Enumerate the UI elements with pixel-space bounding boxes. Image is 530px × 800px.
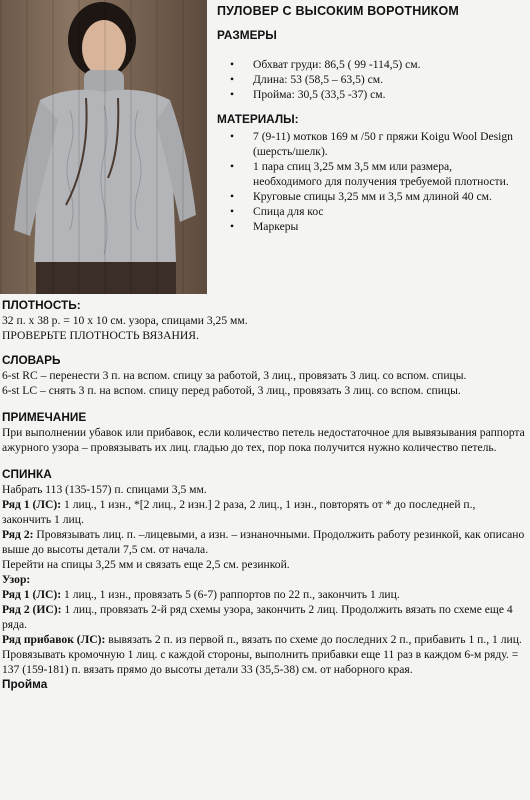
- row-text: 1 лиц., провязать 2-й ряд схемы узора, закончить 2 лиц. Продолжить вязать по схеме еще 4 ряда.: [2, 603, 513, 631]
- rib-row-2: [2, 527, 526, 557]
- right-column: [217, 28, 522, 234]
- row-text: 1 лиц., 1 изн., провязать 5 (6-7) раппортов по 22 п., закончить 1 лиц.: [61, 588, 400, 601]
- materials-list: [217, 129, 522, 234]
- list-item: • Длина: 53 (58,5 – 63,5) см.: [217, 72, 522, 87]
- row-label: Ряд прибавок (ЛС):: [2, 633, 106, 646]
- edge-instructions: Провязывать кромочную 1 лиц. с каждой стороны, выполнить прибавки еще 11 раз в каждом 6-м ряду. = 137 (159-181) п. вязать прямо до высоты детали 33 (35,5-38) см. от наборного края.: [2, 648, 519, 676]
- back-heading: СПИНКА: [2, 467, 52, 481]
- row-text: Провязывать лиц. п. –лицевыми, а изн. – изнаночными. Продолжить работу резинкой, как описано выше до высоты детали 7,5 см. от начала.: [2, 528, 525, 556]
- list-item: • Маркеры: [217, 219, 522, 234]
- gauge-line: 32 п. х 38 р. = 10 х 10 см. узора, спицами 3,25 мм.: [2, 314, 248, 327]
- sizes-list: [217, 57, 522, 102]
- gauge-line: ПРОВЕРЬТЕ ПЛОТНОСТЬ ВЯЗАНИЯ.: [2, 329, 199, 342]
- pattern-row-1: [2, 587, 526, 602]
- row-label: Ряд 2:: [2, 528, 34, 541]
- list-item: • Пройма: 30,5 (33,5 -37) см.: [217, 87, 522, 102]
- page-title: ПУЛОВЕР С ВЫСОКИМ ВОРОТНИКОМ: [217, 4, 460, 18]
- note-text: При выполнении убавок или прибавок, если количество петель недостаточное для вывязывания раппорта ажурного узора – провязывать их лиц. гладью до тех, пор пока получится нужно количество петель.: [2, 426, 525, 454]
- row-label: Ряд 1 (ЛС):: [2, 588, 62, 601]
- row-label: Ряд 2 (ИС):: [2, 603, 62, 616]
- pattern-label: Узор:: [2, 573, 31, 586]
- glossary-line: 6-st RC – перенести 3 п. на вспом. спицу за работой, 3 лиц., провязать 3 лиц. со вспом. спицы.: [2, 369, 467, 382]
- row-label: Ряд 1 (ЛС):: [2, 498, 62, 511]
- list-item: • Спица для кос: [217, 204, 522, 219]
- instructions: [2, 298, 526, 692]
- rib-row-1: [2, 497, 526, 527]
- armhole-heading: Пройма: [2, 677, 48, 691]
- sizes-heading: РАЗМЕРЫ: [217, 28, 277, 42]
- list-item: • Круговые спицы 3,25 мм и 3,5 мм длиной 40 см.: [217, 189, 522, 204]
- note-heading: ПРИМЕЧАНИЕ: [2, 410, 87, 424]
- glossary-line: 6-st LC – снять 3 п. на вспом. спицу перед работой, 3 лиц., провязать 3 лиц. со вспом. спицы.: [2, 384, 461, 397]
- list-item: • 7 (9-11) мотков 169 м /50 г пряжи Koigu Wool Design (шерсть/шелк).: [217, 129, 522, 159]
- list-item: • 1 пара спиц 3,25 мм 3,5 мм или размера, необходимого для получения требуемой плотности.: [217, 159, 522, 189]
- materials-heading: МАТЕРИАЛЫ:: [217, 112, 299, 126]
- needle-switch: Перейти на спицы 3,25 мм и связать еще 2,5 см. резинкой.: [2, 558, 290, 571]
- sweater-photo: [0, 0, 207, 294]
- glossary-heading: СЛОВАРЬ: [2, 353, 61, 367]
- increase-row: [2, 632, 526, 647]
- cast-on: Набрать 113 (135-157) п. спицами 3,5 мм.: [2, 483, 207, 496]
- list-item: • Обхват груди: 86,5 ( 99 -114,5) см.: [217, 57, 522, 72]
- row-text: вывязать 2 п. из первой п., вязать по схеме до последних 2 п., прибавить 1 п., 1 лиц.: [105, 633, 522, 646]
- row-text: 1 лиц., 1 изн., *[2 лиц., 2 изн.] 2 раза, 2 лиц., 1 изн., повторять от * до последней п., закончить 1 лиц.: [2, 498, 476, 526]
- gauge-heading: ПЛОТНОСТЬ:: [2, 298, 81, 312]
- pattern-row-2: [2, 602, 526, 632]
